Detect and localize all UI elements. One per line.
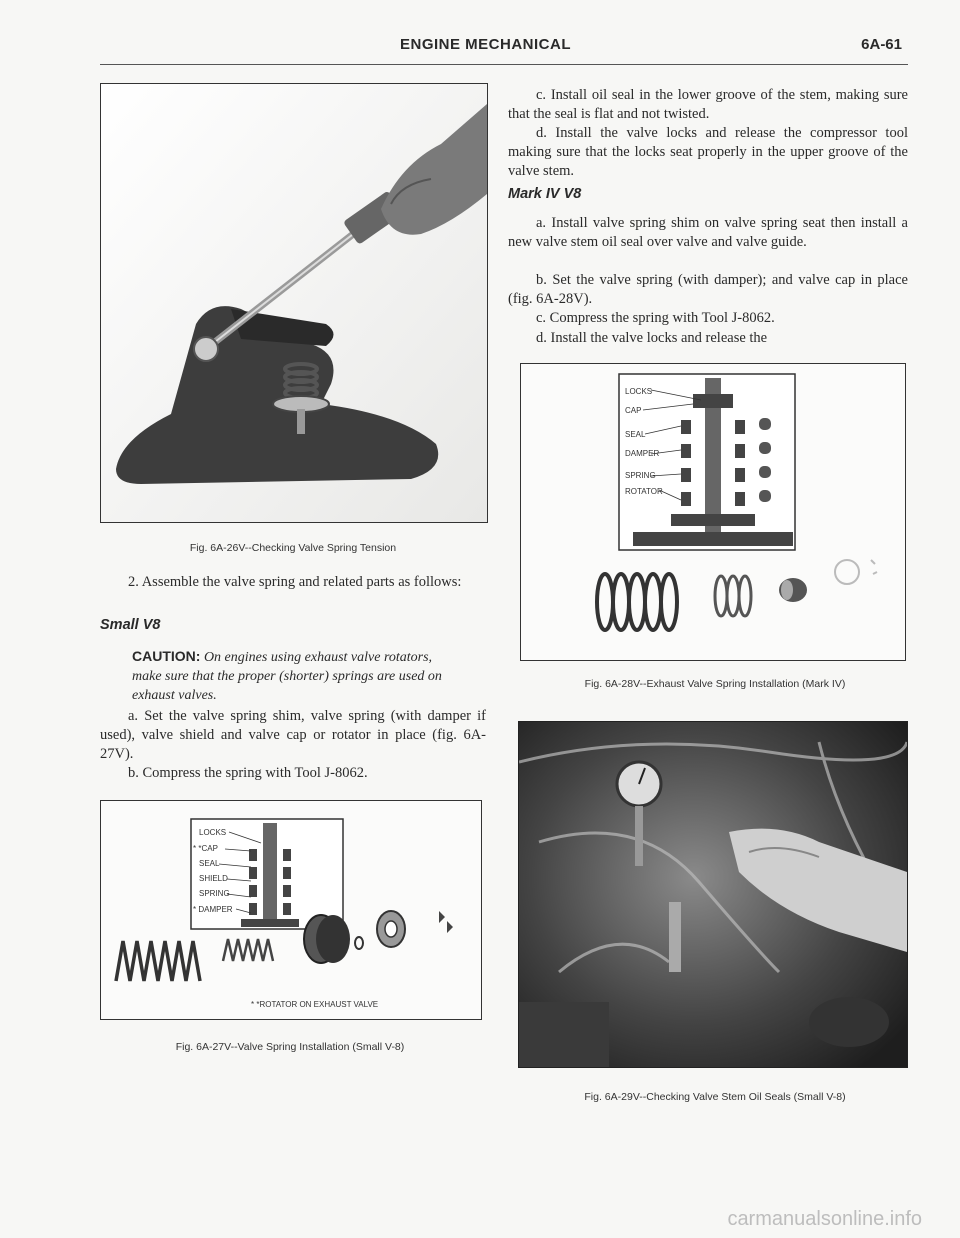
figure-29v-photo [518, 721, 908, 1068]
mark-iv-step-a: a. Install valve spring shim on valve spring seat then install a new valve stem oil seal over valve and valve guide. [508, 215, 908, 250]
mark-iv-step-c: c. Compress the spring with Tool J-8062. [536, 310, 775, 326]
figure-27v-diagram [100, 800, 482, 1020]
step-c-text: c. Install oil seal in the lower groove of the stem, making sure that the seal is flat and not twisted. [508, 87, 908, 122]
page-header [100, 34, 908, 65]
fig28-label-cap: CAP [625, 406, 642, 415]
valve-spring-assembly-small-v8 [101, 801, 481, 1019]
figure-27v-caption: Fig. 6A-27V--Valve Spring Installation (Small V-8) [175, 1041, 405, 1053]
engine-bay-photo [519, 722, 907, 1067]
fig27-label-shield: SHIELD [199, 874, 228, 883]
spring-tester-illustration [101, 84, 487, 522]
figure-28v-caption: Fig. 6A-28V--Exhaust Valve Spring Installation (Mark IV) [584, 678, 846, 690]
fig28-label-rotator: ROTATOR [625, 487, 663, 496]
page-number: 6A-61 [861, 36, 902, 53]
figure-26v-photo [100, 83, 488, 523]
fig27-label-seal: SEAL [199, 859, 220, 868]
fig28-label-damper: DAMPER [625, 449, 660, 458]
fig27-label-damper: * DAMPER [193, 905, 233, 914]
fig27-rotator-note: * *ROTATOR ON EXHAUST VALVE [251, 1000, 379, 1009]
caution-note [132, 647, 458, 705]
page-title: ENGINE MECHANICAL [400, 36, 572, 53]
fig27-label-spring: SPRING [199, 889, 230, 898]
caution-text: On engines using exhaust valve rotators, make sure that the proper (shorter) springs are used on exhaust valves. [132, 650, 442, 703]
mark-iv-step-b: b. Set the valve spring (with damper); and valve cap in place (fig. 6A-28V). [508, 272, 908, 307]
figure-26v-caption: Fig. 6A-26V--Checking Valve Spring Tension [189, 542, 397, 554]
step-b-text: b. Compress the spring with Tool J-8062. [128, 765, 368, 781]
heading-mark-iv-v8: Mark IV V8 [508, 186, 582, 202]
fig28-label-spring: SPRING [625, 471, 656, 480]
fig27-label-cap: * *CAP [193, 844, 218, 853]
mark-iv-step-d: d. Install the valve locks and release the [536, 330, 768, 346]
fig27-label-locks: LOCKS [199, 828, 227, 837]
valve-spring-assembly-mark-iv [521, 364, 905, 660]
figure-28v-diagram [520, 363, 906, 661]
fig28-label-locks: LOCKS [625, 387, 653, 396]
step-2-text: 2. Assemble the valve spring and related parts as follows: [128, 574, 462, 590]
caution-label: CAUTION: [132, 648, 201, 664]
step-d-text: d. Install the valve locks and release the compressor tool making sure that the locks seat properly in the upper groove of the valve stem. [508, 125, 908, 179]
heading-small-v8: Small V8 [100, 617, 161, 633]
fig28-label-seal: SEAL [625, 430, 646, 439]
figure-29v-caption: Fig. 6A-29V--Checking Valve Stem Oil Seals (Small V-8) [584, 1091, 846, 1103]
step-a-text: a. Set the valve spring shim, valve spring (with damper if used), valve shield and valve cap or rotator in place (fig. 6A-27V). [100, 708, 486, 762]
watermark-text: carmanualsonline.info [727, 1208, 922, 1230]
